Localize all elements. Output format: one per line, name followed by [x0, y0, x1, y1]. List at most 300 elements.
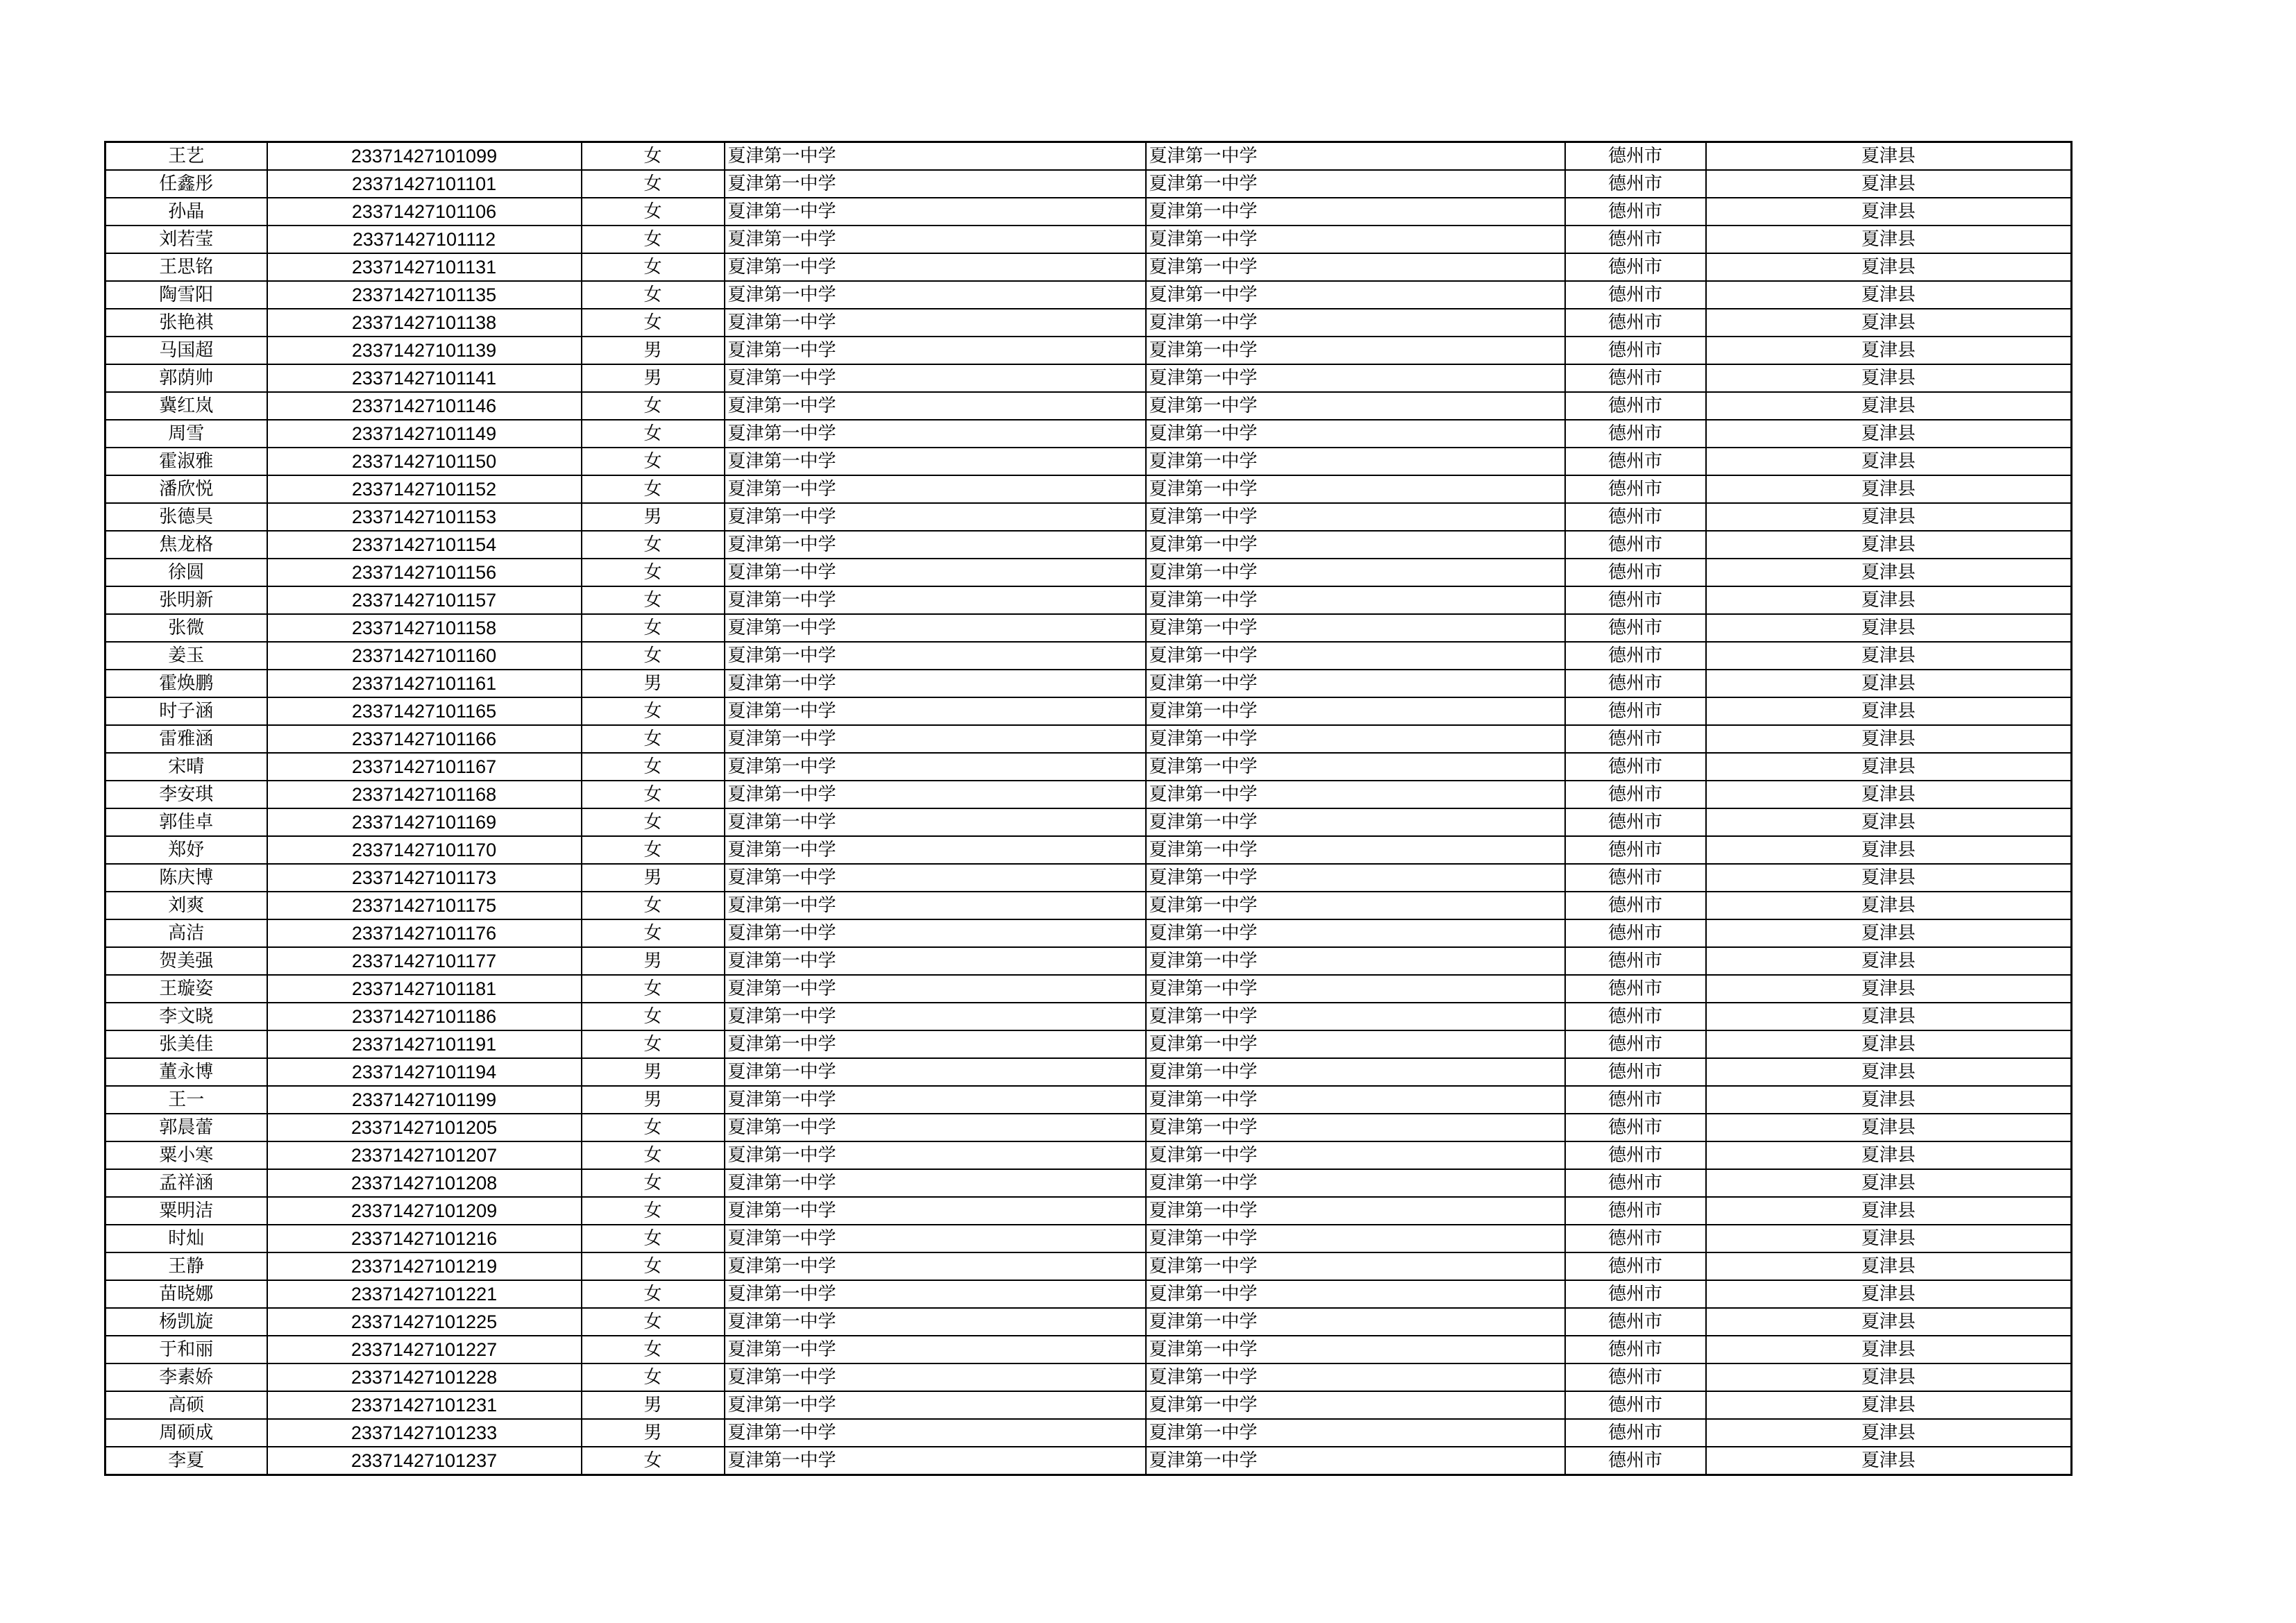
table-row	[105, 392, 2072, 420]
cell-city: 德州市	[1565, 1197, 1706, 1225]
table-row	[105, 1114, 2072, 1141]
cell-county: 夏津县	[1706, 753, 2072, 781]
cell-gender: 男	[582, 670, 725, 697]
cell-unit: 夏津第一中学	[1146, 725, 1565, 753]
cell-unit: 夏津第一中学	[1146, 670, 1565, 697]
cell-unit: 夏津第一中学	[1146, 364, 1565, 392]
cell-name: 高洁	[105, 919, 267, 947]
cell-name: 郭晨蕾	[105, 1114, 267, 1141]
cell-county: 夏津县	[1706, 503, 2072, 531]
cell-school: 夏津第一中学	[725, 364, 1146, 392]
cell-gender: 女	[582, 975, 725, 1003]
cell-unit: 夏津第一中学	[1146, 475, 1565, 503]
cell-gender: 女	[582, 281, 725, 309]
cell-county: 夏津县	[1706, 142, 2072, 171]
cell-name: 张美佳	[105, 1030, 267, 1058]
cell-gender: 男	[582, 1086, 725, 1114]
cell-gender: 女	[582, 226, 725, 253]
cell-gender: 女	[582, 1336, 725, 1363]
cell-gender: 女	[582, 614, 725, 642]
cell-name: 王一	[105, 1086, 267, 1114]
cell-exam-id: 23371427101231	[267, 1391, 582, 1419]
cell-name: 王艺	[105, 142, 267, 171]
cell-gender: 女	[582, 753, 725, 781]
cell-name: 张德昊	[105, 503, 267, 531]
cell-name: 张艳祺	[105, 309, 267, 337]
cell-school: 夏津第一中学	[725, 753, 1146, 781]
cell-exam-id: 23371427101170	[267, 836, 582, 864]
table-row	[105, 1447, 2072, 1475]
table-row	[105, 1419, 2072, 1447]
cell-county: 夏津县	[1706, 586, 2072, 614]
table-row	[105, 1169, 2072, 1197]
cell-gender: 男	[582, 947, 725, 975]
cell-exam-id: 23371427101221	[267, 1280, 582, 1308]
cell-exam-id: 23371427101199	[267, 1086, 582, 1114]
cell-name: 张微	[105, 614, 267, 642]
cell-exam-id: 23371427101191	[267, 1030, 582, 1058]
cell-county: 夏津县	[1706, 1336, 2072, 1363]
cell-unit: 夏津第一中学	[1146, 1419, 1565, 1447]
table-row	[105, 864, 2072, 892]
table-row	[105, 642, 2072, 670]
cell-county: 夏津县	[1706, 392, 2072, 420]
cell-city: 德州市	[1565, 198, 1706, 226]
cell-county: 夏津县	[1706, 253, 2072, 281]
cell-gender: 女	[582, 309, 725, 337]
cell-school: 夏津第一中学	[725, 1197, 1146, 1225]
cell-gender: 男	[582, 1058, 725, 1086]
cell-exam-id: 23371427101139	[267, 337, 582, 364]
cell-gender: 女	[582, 1225, 725, 1252]
cell-school: 夏津第一中学	[725, 1336, 1146, 1363]
cell-exam-id: 23371427101156	[267, 559, 582, 586]
cell-city: 德州市	[1565, 503, 1706, 531]
cell-city: 德州市	[1565, 448, 1706, 475]
cell-gender: 女	[582, 1197, 725, 1225]
cell-name: 李素娇	[105, 1363, 267, 1391]
table-row	[105, 1308, 2072, 1336]
cell-city: 德州市	[1565, 1391, 1706, 1419]
table-row	[105, 781, 2072, 808]
cell-school: 夏津第一中学	[725, 614, 1146, 642]
table-row	[105, 975, 2072, 1003]
cell-exam-id: 23371427101237	[267, 1447, 582, 1475]
cell-city: 德州市	[1565, 337, 1706, 364]
cell-unit: 夏津第一中学	[1146, 1030, 1565, 1058]
cell-exam-id: 23371427101233	[267, 1419, 582, 1447]
cell-unit: 夏津第一中学	[1146, 1252, 1565, 1280]
cell-school: 夏津第一中学	[725, 503, 1146, 531]
cell-unit: 夏津第一中学	[1146, 253, 1565, 281]
cell-county: 夏津县	[1706, 1391, 2072, 1419]
cell-name: 李安琪	[105, 781, 267, 808]
cell-city: 德州市	[1565, 781, 1706, 808]
cell-county: 夏津县	[1706, 364, 2072, 392]
cell-exam-id: 23371427101169	[267, 808, 582, 836]
cell-gender: 女	[582, 697, 725, 725]
cell-gender: 女	[582, 586, 725, 614]
cell-gender: 女	[582, 559, 725, 586]
cell-gender: 男	[582, 1419, 725, 1447]
cell-school: 夏津第一中学	[725, 309, 1146, 337]
cell-county: 夏津县	[1706, 309, 2072, 337]
cell-unit: 夏津第一中学	[1146, 1336, 1565, 1363]
cell-school: 夏津第一中学	[725, 1419, 1146, 1447]
cell-gender: 女	[582, 448, 725, 475]
cell-city: 德州市	[1565, 1419, 1706, 1447]
cell-unit: 夏津第一中学	[1146, 142, 1565, 171]
cell-school: 夏津第一中学	[725, 170, 1146, 198]
cell-name: 时子涵	[105, 697, 267, 725]
cell-county: 夏津县	[1706, 475, 2072, 503]
cell-name: 郭佳卓	[105, 808, 267, 836]
cell-gender: 女	[582, 642, 725, 670]
cell-city: 德州市	[1565, 392, 1706, 420]
cell-unit: 夏津第一中学	[1146, 309, 1565, 337]
table-row	[105, 170, 2072, 198]
cell-unit: 夏津第一中学	[1146, 1280, 1565, 1308]
cell-name: 雷雅涵	[105, 725, 267, 753]
cell-gender: 女	[582, 1308, 725, 1336]
cell-unit: 夏津第一中学	[1146, 1363, 1565, 1391]
cell-gender: 男	[582, 337, 725, 364]
cell-county: 夏津县	[1706, 559, 2072, 586]
cell-city: 德州市	[1565, 226, 1706, 253]
cell-name: 焦龙格	[105, 531, 267, 559]
cell-name: 贺美强	[105, 947, 267, 975]
cell-exam-id: 23371427101150	[267, 448, 582, 475]
cell-gender: 男	[582, 364, 725, 392]
cell-unit: 夏津第一中学	[1146, 281, 1565, 309]
cell-school: 夏津第一中学	[725, 559, 1146, 586]
cell-county: 夏津县	[1706, 614, 2072, 642]
table-row	[105, 836, 2072, 864]
cell-school: 夏津第一中学	[725, 864, 1146, 892]
cell-gender: 女	[582, 1252, 725, 1280]
cell-exam-id: 23371427101227	[267, 1336, 582, 1363]
cell-city: 德州市	[1565, 253, 1706, 281]
cell-exam-id: 23371427101161	[267, 670, 582, 697]
cell-city: 德州市	[1565, 1336, 1706, 1363]
cell-exam-id: 23371427101219	[267, 1252, 582, 1280]
cell-school: 夏津第一中学	[725, 1363, 1146, 1391]
cell-name: 姜玉	[105, 642, 267, 670]
cell-city: 德州市	[1565, 864, 1706, 892]
table-row	[105, 226, 2072, 253]
cell-unit: 夏津第一中学	[1146, 753, 1565, 781]
cell-unit: 夏津第一中学	[1146, 1308, 1565, 1336]
table-row	[105, 808, 2072, 836]
table-row	[105, 1280, 2072, 1308]
table-row	[105, 753, 2072, 781]
cell-name: 霍淑雅	[105, 448, 267, 475]
cell-school: 夏津第一中学	[725, 1086, 1146, 1114]
table-row	[105, 1058, 2072, 1086]
cell-unit: 夏津第一中学	[1146, 448, 1565, 475]
cell-school: 夏津第一中学	[725, 1003, 1146, 1030]
cell-school: 夏津第一中学	[725, 337, 1146, 364]
cell-name: 刘爽	[105, 892, 267, 919]
cell-unit: 夏津第一中学	[1146, 614, 1565, 642]
cell-exam-id: 23371427101154	[267, 531, 582, 559]
cell-county: 夏津县	[1706, 919, 2072, 947]
table-row	[105, 503, 2072, 531]
table-row	[105, 1363, 2072, 1391]
cell-exam-id: 23371427101138	[267, 309, 582, 337]
cell-name: 刘若莹	[105, 226, 267, 253]
cell-city: 德州市	[1565, 1058, 1706, 1086]
cell-school: 夏津第一中学	[725, 725, 1146, 753]
cell-unit: 夏津第一中学	[1146, 586, 1565, 614]
cell-name: 于和丽	[105, 1336, 267, 1363]
cell-city: 德州市	[1565, 836, 1706, 864]
cell-exam-id: 23371427101176	[267, 919, 582, 947]
cell-unit: 夏津第一中学	[1146, 503, 1565, 531]
cell-gender: 女	[582, 1169, 725, 1197]
table-row	[105, 253, 2072, 281]
cell-city: 德州市	[1565, 309, 1706, 337]
cell-city: 德州市	[1565, 420, 1706, 448]
cell-school: 夏津第一中学	[725, 1030, 1146, 1058]
cell-gender: 男	[582, 503, 725, 531]
cell-unit: 夏津第一中学	[1146, 531, 1565, 559]
cell-school: 夏津第一中学	[725, 198, 1146, 226]
cell-gender: 女	[582, 1141, 725, 1169]
cell-school: 夏津第一中学	[725, 642, 1146, 670]
cell-city: 德州市	[1565, 586, 1706, 614]
cell-name: 王思铭	[105, 253, 267, 281]
table-row	[105, 1252, 2072, 1280]
cell-unit: 夏津第一中学	[1146, 226, 1565, 253]
cell-city: 德州市	[1565, 1003, 1706, 1030]
cell-city: 德州市	[1565, 642, 1706, 670]
cell-city: 德州市	[1565, 170, 1706, 198]
cell-county: 夏津县	[1706, 670, 2072, 697]
cell-school: 夏津第一中学	[725, 697, 1146, 725]
cell-name: 冀红岚	[105, 392, 267, 420]
cell-exam-id: 23371427101207	[267, 1141, 582, 1169]
cell-gender: 女	[582, 1030, 725, 1058]
cell-unit: 夏津第一中学	[1146, 337, 1565, 364]
cell-school: 夏津第一中学	[725, 1169, 1146, 1197]
cell-county: 夏津县	[1706, 725, 2072, 753]
cell-city: 德州市	[1565, 1447, 1706, 1475]
cell-school: 夏津第一中学	[725, 1280, 1146, 1308]
cell-exam-id: 23371427101160	[267, 642, 582, 670]
table-row	[105, 309, 2072, 337]
cell-school: 夏津第一中学	[725, 1058, 1146, 1086]
cell-unit: 夏津第一中学	[1146, 559, 1565, 586]
cell-exam-id: 23371427101106	[267, 198, 582, 226]
table-row	[105, 337, 2072, 364]
cell-school: 夏津第一中学	[725, 420, 1146, 448]
cell-school: 夏津第一中学	[725, 448, 1146, 475]
cell-county: 夏津县	[1706, 337, 2072, 364]
cell-name: 潘欣悦	[105, 475, 267, 503]
cell-city: 德州市	[1565, 725, 1706, 753]
cell-school: 夏津第一中学	[725, 475, 1146, 503]
cell-exam-id: 23371427101149	[267, 420, 582, 448]
cell-city: 德州市	[1565, 281, 1706, 309]
cell-exam-id: 23371427101194	[267, 1058, 582, 1086]
cell-unit: 夏津第一中学	[1146, 892, 1565, 919]
cell-name: 王璇姿	[105, 975, 267, 1003]
cell-gender: 女	[582, 420, 725, 448]
cell-name: 张明新	[105, 586, 267, 614]
cell-county: 夏津县	[1706, 781, 2072, 808]
cell-city: 德州市	[1565, 475, 1706, 503]
cell-unit: 夏津第一中学	[1146, 1086, 1565, 1114]
student-list-table	[104, 141, 2073, 1476]
table-row	[105, 586, 2072, 614]
cell-exam-id: 23371427101141	[267, 364, 582, 392]
cell-name: 苗晓娜	[105, 1280, 267, 1308]
cell-school: 夏津第一中学	[725, 781, 1146, 808]
cell-name: 郑妤	[105, 836, 267, 864]
cell-city: 德州市	[1565, 1308, 1706, 1336]
cell-county: 夏津县	[1706, 1003, 2072, 1030]
table-row	[105, 1391, 2072, 1419]
cell-unit: 夏津第一中学	[1146, 420, 1565, 448]
cell-unit: 夏津第一中学	[1146, 392, 1565, 420]
cell-exam-id: 23371427101208	[267, 1169, 582, 1197]
cell-unit: 夏津第一中学	[1146, 919, 1565, 947]
cell-exam-id: 23371427101131	[267, 253, 582, 281]
cell-county: 夏津县	[1706, 892, 2072, 919]
cell-city: 德州市	[1565, 1169, 1706, 1197]
cell-unit: 夏津第一中学	[1146, 836, 1565, 864]
cell-unit: 夏津第一中学	[1146, 1197, 1565, 1225]
cell-exam-id: 23371427101146	[267, 392, 582, 420]
cell-name: 周雪	[105, 420, 267, 448]
cell-county: 夏津县	[1706, 1114, 2072, 1141]
cell-exam-id: 23371427101167	[267, 753, 582, 781]
table-row	[105, 448, 2072, 475]
table-row	[105, 697, 2072, 725]
table-row	[105, 198, 2072, 226]
cell-exam-id: 23371427101175	[267, 892, 582, 919]
cell-county: 夏津县	[1706, 642, 2072, 670]
cell-city: 德州市	[1565, 364, 1706, 392]
cell-name: 杨凯旋	[105, 1308, 267, 1336]
cell-city: 德州市	[1565, 753, 1706, 781]
cell-school: 夏津第一中学	[725, 142, 1146, 171]
cell-unit: 夏津第一中学	[1146, 1003, 1565, 1030]
cell-county: 夏津县	[1706, 808, 2072, 836]
cell-unit: 夏津第一中学	[1146, 1447, 1565, 1475]
cell-exam-id: 23371427101228	[267, 1363, 582, 1391]
cell-exam-id: 23371427101209	[267, 1197, 582, 1225]
cell-school: 夏津第一中学	[725, 892, 1146, 919]
cell-county: 夏津县	[1706, 1225, 2072, 1252]
table-row	[105, 475, 2072, 503]
cell-school: 夏津第一中学	[725, 1252, 1146, 1280]
cell-exam-id: 23371427101173	[267, 864, 582, 892]
cell-city: 德州市	[1565, 1252, 1706, 1280]
table-row	[105, 1336, 2072, 1363]
cell-gender: 女	[582, 1363, 725, 1391]
cell-exam-id: 23371427101101	[267, 170, 582, 198]
cell-unit: 夏津第一中学	[1146, 1391, 1565, 1419]
cell-name: 时灿	[105, 1225, 267, 1252]
cell-name: 陶雪阳	[105, 281, 267, 309]
cell-exam-id: 23371427101181	[267, 975, 582, 1003]
cell-city: 德州市	[1565, 1280, 1706, 1308]
cell-gender: 男	[582, 1391, 725, 1419]
cell-city: 德州市	[1565, 1363, 1706, 1391]
cell-county: 夏津县	[1706, 1447, 2072, 1475]
cell-county: 夏津县	[1706, 1419, 2072, 1447]
cell-city: 德州市	[1565, 1141, 1706, 1169]
cell-school: 夏津第一中学	[725, 670, 1146, 697]
cell-exam-id: 23371427101205	[267, 1114, 582, 1141]
cell-gender: 女	[582, 781, 725, 808]
cell-gender: 女	[582, 142, 725, 171]
cell-name: 陈庆博	[105, 864, 267, 892]
cell-county: 夏津县	[1706, 1058, 2072, 1086]
cell-name: 孙晶	[105, 198, 267, 226]
cell-exam-id: 23371427101135	[267, 281, 582, 309]
cell-city: 德州市	[1565, 1030, 1706, 1058]
cell-name: 高硕	[105, 1391, 267, 1419]
cell-county: 夏津县	[1706, 448, 2072, 475]
cell-city: 德州市	[1565, 614, 1706, 642]
cell-city: 德州市	[1565, 1225, 1706, 1252]
table-row	[105, 1141, 2072, 1169]
cell-county: 夏津县	[1706, 1280, 2072, 1308]
table-row	[105, 947, 2072, 975]
cell-exam-id: 23371427101216	[267, 1225, 582, 1252]
cell-exam-id: 23371427101186	[267, 1003, 582, 1030]
cell-exam-id: 23371427101168	[267, 781, 582, 808]
table-row	[105, 892, 2072, 919]
table-row	[105, 142, 2072, 171]
cell-name: 徐圆	[105, 559, 267, 586]
cell-exam-id: 23371427101158	[267, 614, 582, 642]
cell-school: 夏津第一中学	[725, 1308, 1146, 1336]
table-row	[105, 1086, 2072, 1114]
cell-school: 夏津第一中学	[725, 1114, 1146, 1141]
cell-unit: 夏津第一中学	[1146, 198, 1565, 226]
cell-unit: 夏津第一中学	[1146, 781, 1565, 808]
cell-school: 夏津第一中学	[725, 836, 1146, 864]
cell-county: 夏津县	[1706, 1308, 2072, 1336]
table-row	[105, 420, 2072, 448]
cell-name: 任鑫彤	[105, 170, 267, 198]
cell-exam-id: 23371427101177	[267, 947, 582, 975]
cell-city: 德州市	[1565, 975, 1706, 1003]
cell-unit: 夏津第一中学	[1146, 864, 1565, 892]
cell-gender: 女	[582, 836, 725, 864]
cell-unit: 夏津第一中学	[1146, 1058, 1565, 1086]
cell-county: 夏津县	[1706, 420, 2072, 448]
cell-name: 王静	[105, 1252, 267, 1280]
cell-school: 夏津第一中学	[725, 808, 1146, 836]
cell-exam-id: 23371427101165	[267, 697, 582, 725]
cell-exam-id: 23371427101157	[267, 586, 582, 614]
cell-city: 德州市	[1565, 142, 1706, 171]
cell-school: 夏津第一中学	[725, 531, 1146, 559]
table-row	[105, 919, 2072, 947]
cell-gender: 女	[582, 170, 725, 198]
cell-gender: 女	[582, 725, 725, 753]
table-row	[105, 1030, 2072, 1058]
cell-county: 夏津县	[1706, 226, 2072, 253]
cell-gender: 女	[582, 475, 725, 503]
cell-name: 孟祥涵	[105, 1169, 267, 1197]
table-row	[105, 559, 2072, 586]
